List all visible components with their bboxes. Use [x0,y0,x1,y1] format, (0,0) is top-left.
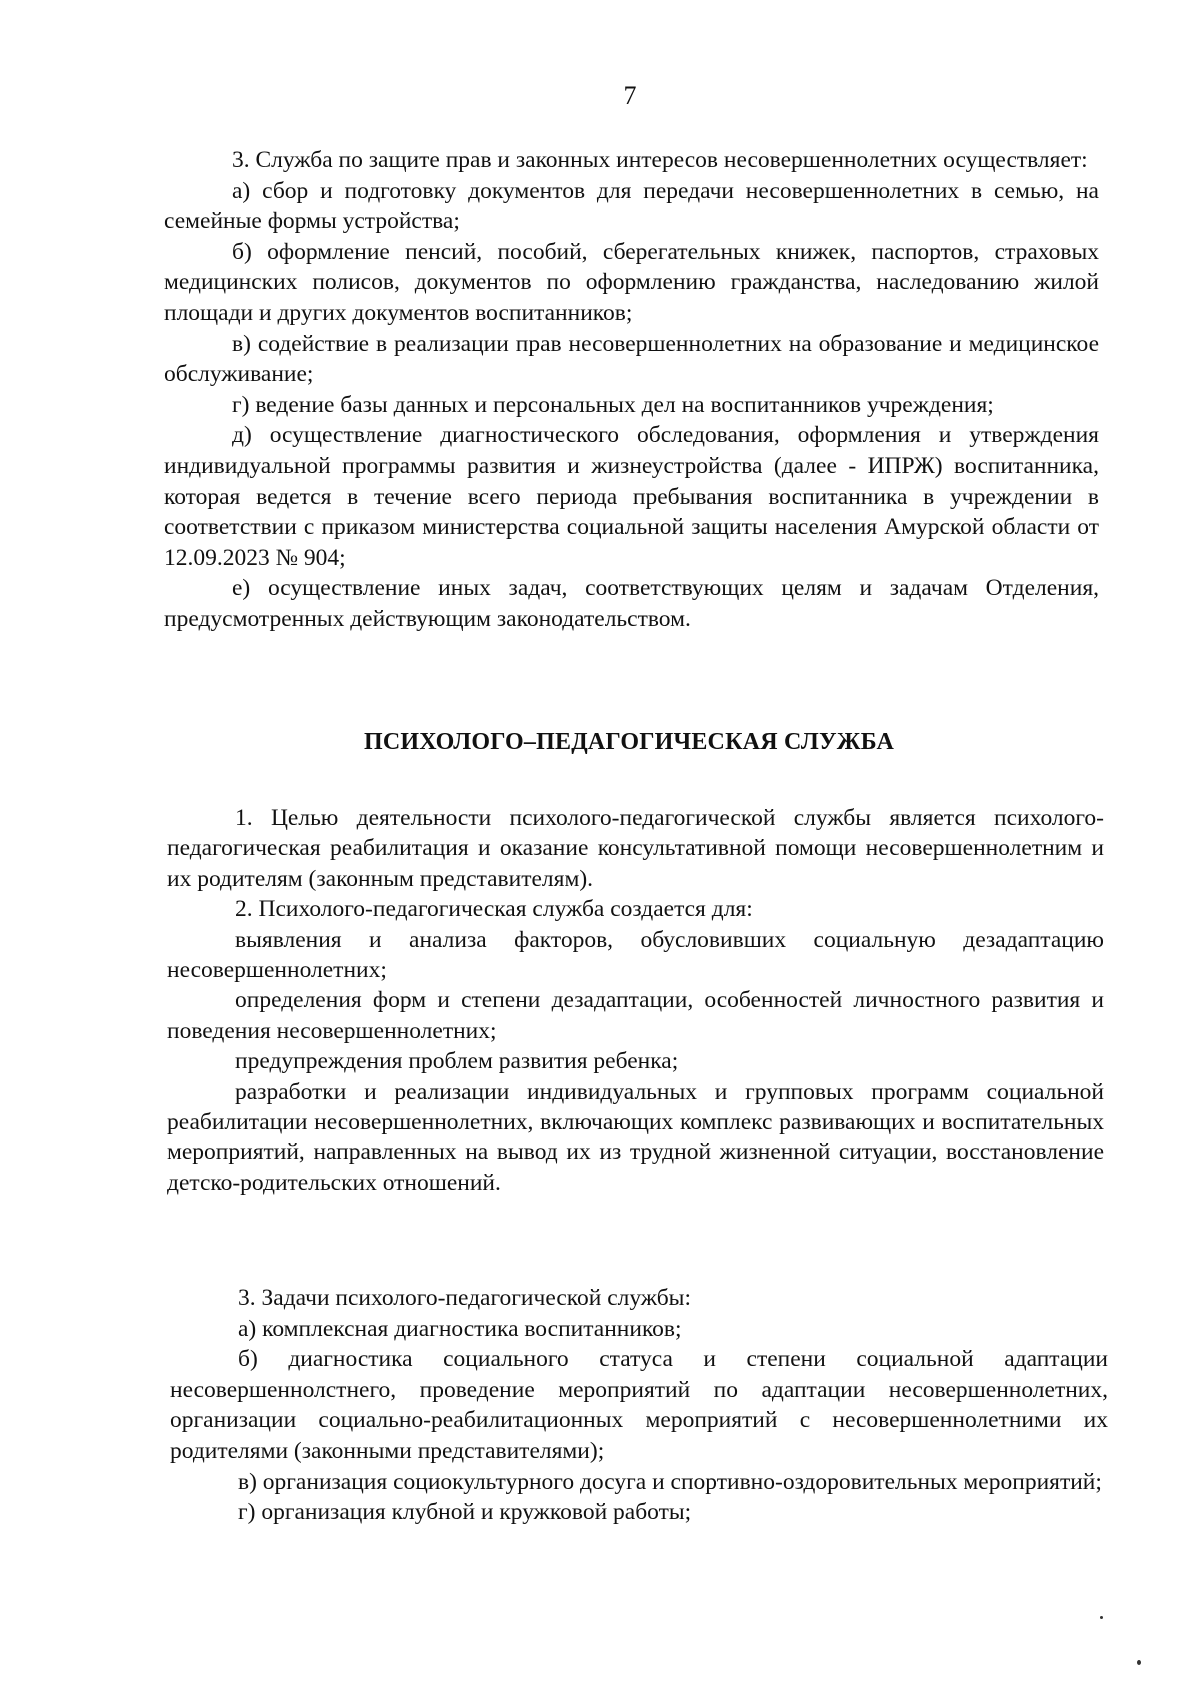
list-item: д) осуществление диагностического обследования, оформления и утверждения индивидуальной программы развития и жизнеустройства (далее - ИПРЖ) воспитанника, которая ведется в течение всего периода пребывания воспитанника в учреждении в соответствии с приказом министерства социальной защиты населения Амурской области от 12.09.2023 № 904; [164,422,1099,571]
list-item: выявления и анализа факторов, обусловивших социальную дезадаптацию несовершеннолетних; [167,926,1104,984]
paragraph: 1. Целью деятельности психолого-педагогической службы является психолого-педагогическая реабилитация и оказание консультативной помощи несовершеннолетним и их родителям (законным представителям). [167,805,1104,892]
list-item: е) осуществление иных задач, соответствующих целям и задачам Отделения, предусмотренных действующим законодательством. [164,575,1099,632]
list-item: а) комплексная диагностика воспитанников; [238,1315,682,1342]
scan-speck [1100,1616,1103,1619]
paragraph: 2. Психолого-педагогическая служба создается для: [235,896,753,923]
scan-speck [1137,1660,1141,1665]
list-item: б) оформление пенсий, пособий, сберегательных книжек, паспортов, страховых медицинских полисов, документов по оформлению гражданства, наследованию жилой площади и других документов воспитанников; [164,238,1099,326]
list-item: в) содействие в реализации прав несовершеннолетних на образование и медицинское обслуживание; [164,330,1099,388]
list-item: предупреждения проблем развития ребенка; [235,1048,679,1075]
list-item: б) диагностика социального статуса и степени социальной адаптации несовершеннолстнего, проведение мероприятий по адаптации несовершеннолетних, организации социально-реабилитационных мероприятий с несовершеннолетними их родителями (законными представителями); [170,1346,1108,1464]
list-item: г) организация клубной и кружковой работы; [238,1499,692,1526]
paragraph: 3. Служба по защите прав и законных интересов несовершеннолетних осуществляет: [232,147,1088,173]
list-item: определения форм и степени дезадаптации, особенностей личностного развития и поведения несовершеннолетних; [167,987,1104,1044]
list-item: а) сбор и подготовку документов для передачи несовершеннолетних в семью, на семейные формы устройства; [164,177,1099,235]
section-psych-tasks [170,1283,1108,1528]
section-legal-service [164,145,1099,635]
section-psych-service [167,803,1104,1198]
paragraph: 3. Задачи психолого-педагогической службы: [238,1285,691,1311]
section-heading: ПСИХОЛОГО–ПЕДАГОГИЧЕСКАЯ СЛУЖБА [363,729,894,755]
list-item: в) организация социокультурного досуга и спортивно-оздоровительных мероприятий; [238,1468,1102,1495]
list-item: г) ведение базы данных и персональных дел на воспитанников учреждения; [232,391,994,418]
page-number: 7 [623,81,637,110]
list-item: разработки и реализации индивидуальных и групповых программ социальной реабилитации несовершеннолетних, включающих комплекс развивающих и воспитательных мероприятий, направленных на вывод их из трудной жизненной ситуации, восстановление детско-родительских отношений. [167,1078,1104,1196]
